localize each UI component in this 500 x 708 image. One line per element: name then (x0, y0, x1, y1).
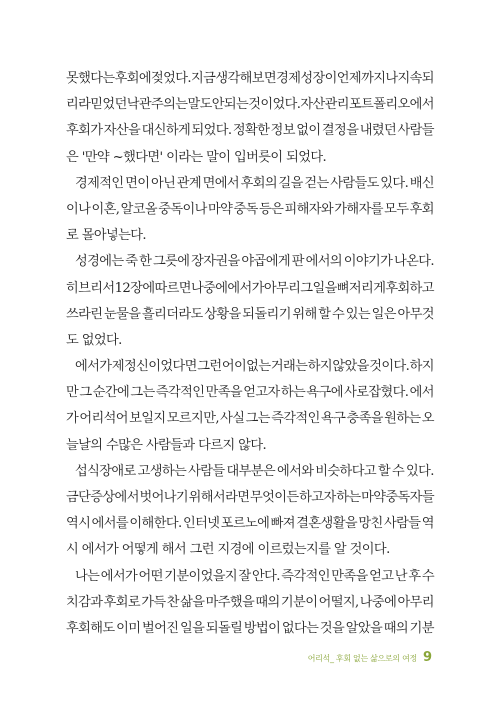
text-line: 히브리서 12장에 따르면 나중에 에서가 아무리 그 일을 뼈저리게 후회하고 (66, 280, 434, 296)
running-title: 어리석_ 후회 없는 삶으로의 여정 (307, 654, 417, 663)
text-line: 후회해도 이미 벌어진 일을 되돌릴 방법이 없다는 것을 알았을 때의 기분 (66, 620, 434, 636)
text-line: 도 없었다. (66, 332, 122, 348)
text-line: 경제적인 면이 아닌 관계 면에서 후회의 길을 걷는 사람들도 있다. 배신 (75, 175, 434, 191)
text-line: 금단증상에서 벗어나기 위해서라면 무엇이든 하고자 하는 마약중독자들 (66, 490, 434, 505)
text-line: 성경에는 죽 한 그릇에 장자권을 야곱에게 판 에서의 이야기가 나온다. (75, 254, 434, 270)
text-line: 만 그 순간에 그는 즉각적인 만족을 얻고자 하는 욕구에 사로잡혔다. 에서 (66, 385, 434, 401)
text-line: 치감과 후회로 가득 찬 삶을 마주했을 때의 기분이 어떨지, 나중에 아무리 (66, 594, 434, 610)
text-line: 나는 에서가 어떤 기분이었을지 잘 안다. 즉각적인 만족을 얻고 난 후 수 (75, 568, 434, 584)
text-line: 섭식장애로 고생하는 사람들 대부분은 에서와 비슷하다고 할 수 있다. (75, 463, 434, 479)
text-line: 못했다는 후회에 젖었다. 지금 생각해보면 경제 성장이 언제까지나 지속되 (66, 71, 434, 86)
text-line: 늘날의 수많은 사람들과 다르지 않다. (66, 437, 267, 453)
text-line: 은 '만약 ~했다면' 이라는 말이 입버릇이 되었다. (66, 149, 327, 165)
page-number: 9 (422, 650, 432, 665)
text-line: 쓰라린 눈물을 흘리더라도 상황을 되돌리기 위해 할 수 있는 일은 아무것 (66, 306, 434, 322)
text-line: 에서가 제정신이었다면 그런 어이없는 거래는 하지 않았을 것이다. 하지 (75, 359, 434, 375)
text-line: 리라 믿었던 낙관주의는 말도 안 되는 것이었다. 자산관리 포트폴리오에서 (66, 97, 434, 113)
text-line: 후회가 자산을 대신하게 되었다. 정확한 정보 없이 결정을 내렸던 사람들 (66, 123, 434, 139)
text-line: 역시 에서를 이해한다. 인터넷 포르노에 빠져 결혼생활을 망친 사람들 역 (66, 516, 434, 532)
text-line: 시 에서가 어떻게 해서 그런 지경에 이르렀는지를 알 것이다. (66, 542, 390, 558)
body-text (66, 66, 434, 642)
page-footer (308, 650, 432, 665)
text-line: 가 어리석어 보일지 모르지만, 사실 그는 즉각적인 욕구 충족을 원하는 오 (66, 411, 434, 427)
text-line: 이나 이혼, 알코올 중독이나 마약 중독 등은 피해자와 가해자를 모두 후회 (66, 201, 434, 217)
text-line: 로 몰아넣는다. (66, 228, 147, 244)
